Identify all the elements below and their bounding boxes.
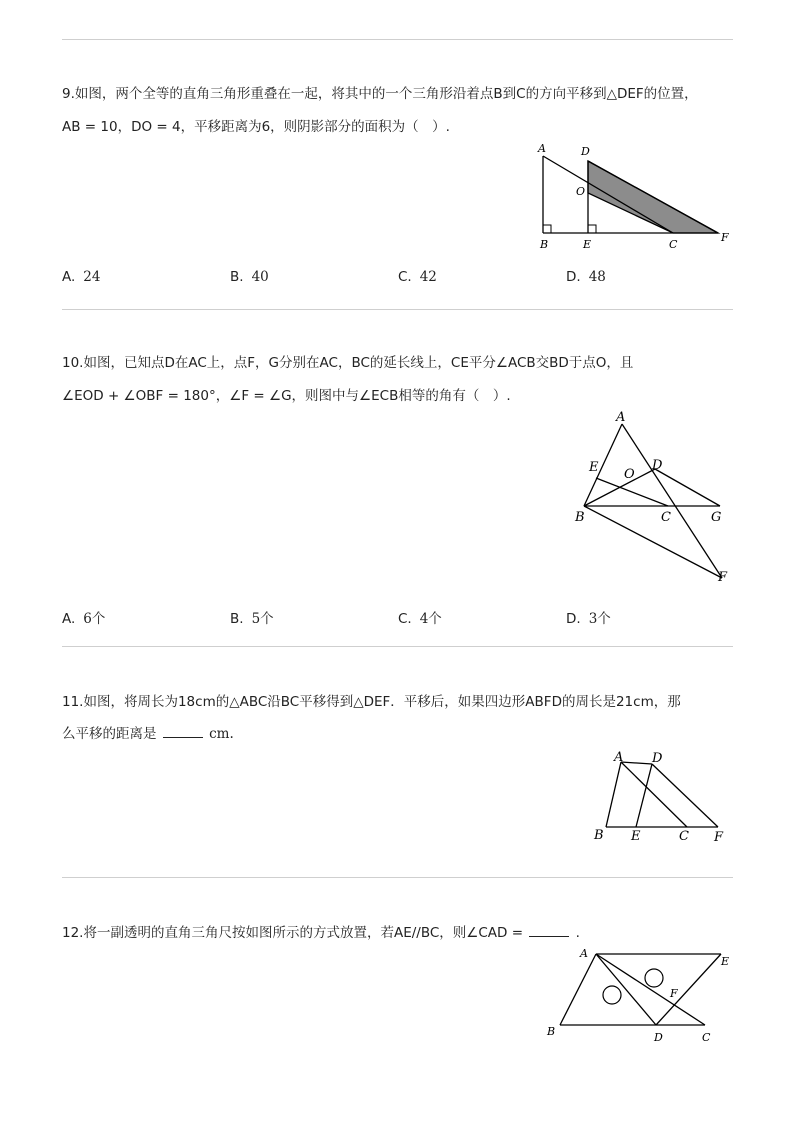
q9-option-d[interactable]: D. 48 bbox=[566, 269, 606, 285]
q12-stem-line1 bbox=[62, 921, 580, 941]
q10-label-D: D bbox=[652, 458, 663, 473]
q9-label-E: E bbox=[583, 238, 592, 251]
q11-answer-blank[interactable] bbox=[163, 725, 203, 738]
q11-figure bbox=[590, 745, 730, 845]
separator-q9-q10 bbox=[62, 309, 733, 310]
q12-stem-text: 12.将一副透明的直角三角尺按如图所示的方式放置，若AE//BC，则∠CAD = bbox=[62, 925, 524, 941]
q9-stem-line1: 9.如图，两个全等的直角三角形重叠在一起，将其中的一个三角形沿着点B到C的方向平移到△DEF的位置， bbox=[62, 86, 698, 102]
q11-label-C: C bbox=[679, 829, 689, 844]
q10-label-A: A bbox=[616, 410, 626, 425]
q10-option-c[interactable]: C. 4个 bbox=[398, 611, 442, 627]
q12-label-A: A bbox=[580, 947, 588, 960]
q12-label-F: F bbox=[670, 987, 678, 1000]
q11-unit: cm. bbox=[209, 726, 234, 742]
q11-stem-line2 bbox=[62, 722, 234, 742]
q9-stem-line2: AB = 10，DO = 4，平移距离为6，则阴影部分的面积为（ ）. bbox=[62, 119, 450, 135]
q12-stem-end: . bbox=[575, 925, 580, 941]
q10-option-a[interactable]: A. 6个 bbox=[62, 611, 106, 627]
q12-label-C: C bbox=[702, 1031, 711, 1044]
q11-label-E: E bbox=[631, 829, 641, 844]
q10-label-F: F bbox=[718, 570, 728, 585]
q10-figure bbox=[570, 406, 740, 586]
q12-label-E: E bbox=[721, 955, 730, 968]
q11-label-D: D bbox=[652, 751, 663, 766]
q10-option-b[interactable]: B. 5个 bbox=[230, 611, 274, 627]
q11-stem-line1: 11.如图，将周长为18cm的△ABC沿BC平移得到△DEF．平移后，如果四边形ABFD的周长是21cm，那 bbox=[62, 694, 681, 710]
q9-figure bbox=[530, 140, 730, 250]
q10-label-B: B bbox=[575, 510, 585, 525]
q9-label-O: O bbox=[576, 185, 586, 198]
q12-label-B: B bbox=[547, 1025, 556, 1038]
q10-label-C: C bbox=[661, 510, 671, 525]
q10-option-d[interactable]: D. 3个 bbox=[566, 611, 611, 627]
separator-top bbox=[62, 39, 733, 40]
q11-label-F: F bbox=[714, 830, 724, 845]
q10-stem-line1: 10.如图，已知点D在AC上，点F，G分别在AC，BC的延长线上，CE平分∠ACB交BD于点O，且 bbox=[62, 355, 634, 371]
q9-option-c[interactable]: C. 42 bbox=[398, 269, 437, 285]
q10-label-G: G bbox=[711, 510, 722, 525]
q10-label-O: O bbox=[624, 467, 635, 482]
q12-label-D: D bbox=[654, 1031, 663, 1044]
q9-option-a[interactable]: A. 24 bbox=[62, 269, 101, 285]
q12-answer-blank[interactable] bbox=[529, 924, 569, 937]
q9-label-A: A bbox=[538, 142, 546, 155]
q9-label-D: D bbox=[581, 145, 590, 158]
q11-label-A: A bbox=[614, 750, 624, 765]
q9-label-C: C bbox=[669, 238, 678, 251]
q10-label-E: E bbox=[589, 460, 599, 475]
q9-label-B: B bbox=[540, 238, 549, 251]
separator-q11-q12 bbox=[62, 877, 733, 878]
q12-figure bbox=[540, 945, 740, 1045]
separator-q10-q11 bbox=[62, 646, 733, 647]
q10-stem-line2: ∠EOD + ∠OBF = 180°，∠F = ∠G，则图中与∠ECB相等的角有（ ）. bbox=[62, 388, 511, 404]
q11-stem-line2-text: 么平移的距离是 bbox=[62, 726, 157, 742]
q9-label-F: F bbox=[721, 231, 729, 244]
q9-option-b[interactable]: B. 40 bbox=[230, 269, 269, 285]
q11-label-B: B bbox=[594, 828, 604, 843]
